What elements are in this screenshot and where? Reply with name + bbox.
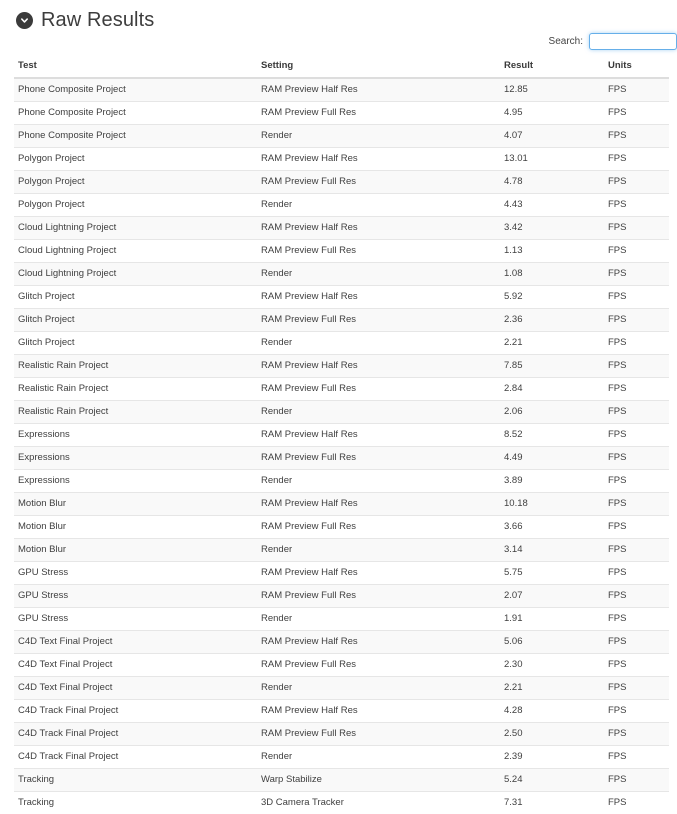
cell-test: C4D Track Final Project xyxy=(14,723,257,746)
cell-units: FPS xyxy=(604,700,669,723)
cell-result: 5.75 xyxy=(500,562,604,585)
table-row xyxy=(14,263,669,286)
table-row xyxy=(14,447,669,470)
cell-result: 2.07 xyxy=(500,585,604,608)
cell-setting: Render xyxy=(257,677,500,700)
table-row xyxy=(14,723,669,746)
cell-units: FPS xyxy=(604,125,669,148)
cell-units: FPS xyxy=(604,378,669,401)
cell-setting: RAM Preview Full Res xyxy=(257,171,500,194)
cell-test: Expressions xyxy=(14,424,257,447)
cell-setting: Render xyxy=(257,539,500,562)
cell-units: FPS xyxy=(604,355,669,378)
column-header-setting[interactable]: Setting xyxy=(257,57,500,78)
cell-units: FPS xyxy=(604,194,669,217)
search-input[interactable] xyxy=(589,33,677,50)
cell-setting: RAM Preview Half Res xyxy=(257,355,500,378)
cell-test: GPU Stress xyxy=(14,608,257,631)
table-row xyxy=(14,355,669,378)
cell-units: FPS xyxy=(604,746,669,769)
cell-setting: RAM Preview Full Res xyxy=(257,102,500,125)
cell-setting: RAM Preview Full Res xyxy=(257,240,500,263)
cell-result: 2.21 xyxy=(500,677,604,700)
cell-test: Realistic Rain Project xyxy=(14,355,257,378)
table-row xyxy=(14,493,669,516)
cell-setting: Render xyxy=(257,194,500,217)
cell-setting: RAM Preview Half Res xyxy=(257,700,500,723)
table-row xyxy=(14,102,669,125)
cell-units: FPS xyxy=(604,654,669,677)
cell-setting: RAM Preview Full Res xyxy=(257,447,500,470)
cell-result: 1.08 xyxy=(500,263,604,286)
table-row xyxy=(14,424,669,447)
cell-units: FPS xyxy=(604,286,669,309)
cell-test: Polygon Project xyxy=(14,194,257,217)
cell-setting: RAM Preview Half Res xyxy=(257,217,500,240)
cell-test: Phone Composite Project xyxy=(14,125,257,148)
cell-units: FPS xyxy=(604,631,669,654)
cell-units: FPS xyxy=(604,78,669,102)
table-row xyxy=(14,240,669,263)
chevron-down-circle-icon[interactable] xyxy=(16,12,33,29)
table-row xyxy=(14,171,669,194)
cell-result: 5.24 xyxy=(500,769,604,792)
table-row xyxy=(14,746,669,769)
cell-units: FPS xyxy=(604,148,669,171)
results-table-container xyxy=(14,57,669,814)
cell-setting: Render xyxy=(257,332,500,355)
cell-setting: RAM Preview Half Res xyxy=(257,424,500,447)
cell-test: Realistic Rain Project xyxy=(14,378,257,401)
cell-test: Motion Blur xyxy=(14,539,257,562)
table-row xyxy=(14,585,669,608)
table-row xyxy=(14,78,669,102)
cell-result: 5.92 xyxy=(500,286,604,309)
cell-units: FPS xyxy=(604,516,669,539)
table-row xyxy=(14,332,669,355)
table-row xyxy=(14,539,669,562)
cell-setting: RAM Preview Full Res xyxy=(257,309,500,332)
table-row xyxy=(14,217,669,240)
table-row xyxy=(14,309,669,332)
cell-result: 13.01 xyxy=(500,148,604,171)
cell-setting: Render xyxy=(257,125,500,148)
table-row xyxy=(14,470,669,493)
cell-result: 4.28 xyxy=(500,700,604,723)
cell-setting: Render xyxy=(257,263,500,286)
cell-test: Polygon Project xyxy=(14,171,257,194)
table-row xyxy=(14,194,669,217)
cell-result: 8.52 xyxy=(500,424,604,447)
column-header-test[interactable]: Test xyxy=(14,57,257,78)
cell-test: C4D Track Final Project xyxy=(14,700,257,723)
cell-result: 4.95 xyxy=(500,102,604,125)
cell-result: 2.50 xyxy=(500,723,604,746)
cell-setting: RAM Preview Half Res xyxy=(257,631,500,654)
table-header xyxy=(14,57,669,78)
cell-test: Tracking xyxy=(14,792,257,814)
cell-result: 12.85 xyxy=(500,78,604,102)
cell-units: FPS xyxy=(604,470,669,493)
cell-result: 3.14 xyxy=(500,539,604,562)
table-row xyxy=(14,631,669,654)
table-row xyxy=(14,148,669,171)
cell-result: 2.06 xyxy=(500,401,604,424)
section-header xyxy=(0,0,669,34)
cell-units: FPS xyxy=(604,677,669,700)
cell-setting: RAM Preview Full Res xyxy=(257,585,500,608)
cell-units: FPS xyxy=(604,102,669,125)
cell-setting: Warp Stabilize xyxy=(257,769,500,792)
search-bar xyxy=(549,33,669,50)
cell-units: FPS xyxy=(604,493,669,516)
cell-setting: RAM Preview Full Res xyxy=(257,516,500,539)
cell-test: Phone Composite Project xyxy=(14,78,257,102)
cell-test: Expressions xyxy=(14,447,257,470)
cell-result: 7.85 xyxy=(500,355,604,378)
cell-units: FPS xyxy=(604,562,669,585)
page-title: Raw Results xyxy=(41,9,154,31)
column-header-units[interactable]: Units xyxy=(604,57,669,78)
cell-result: 2.21 xyxy=(500,332,604,355)
cell-test: Cloud Lightning Project xyxy=(14,240,257,263)
cell-test: C4D Text Final Project xyxy=(14,631,257,654)
table-row xyxy=(14,125,669,148)
cell-result: 4.43 xyxy=(500,194,604,217)
cell-setting: Render xyxy=(257,608,500,631)
cell-units: FPS xyxy=(604,424,669,447)
table-row xyxy=(14,562,669,585)
cell-test: C4D Text Final Project xyxy=(14,654,257,677)
cell-result: 2.84 xyxy=(500,378,604,401)
cell-test: Motion Blur xyxy=(14,516,257,539)
cell-test: Cloud Lightning Project xyxy=(14,263,257,286)
cell-test: Expressions xyxy=(14,470,257,493)
cell-units: FPS xyxy=(604,309,669,332)
cell-setting: 3D Camera Tracker xyxy=(257,792,500,814)
cell-units: FPS xyxy=(604,769,669,792)
cell-result: 4.49 xyxy=(500,447,604,470)
cell-setting: Render xyxy=(257,470,500,493)
table-body xyxy=(14,78,669,814)
cell-units: FPS xyxy=(604,447,669,470)
table-row xyxy=(14,654,669,677)
cell-result: 3.89 xyxy=(500,470,604,493)
cell-result: 2.39 xyxy=(500,746,604,769)
table-row xyxy=(14,700,669,723)
cell-setting: Render xyxy=(257,746,500,769)
cell-result: 5.06 xyxy=(500,631,604,654)
cell-setting: Render xyxy=(257,401,500,424)
cell-units: FPS xyxy=(604,608,669,631)
cell-units: FPS xyxy=(604,240,669,263)
cell-setting: RAM Preview Half Res xyxy=(257,493,500,516)
cell-units: FPS xyxy=(604,723,669,746)
cell-units: FPS xyxy=(604,401,669,424)
cell-units: FPS xyxy=(604,171,669,194)
table-row xyxy=(14,378,669,401)
cell-setting: RAM Preview Full Res xyxy=(257,654,500,677)
table-row xyxy=(14,516,669,539)
cell-setting: RAM Preview Half Res xyxy=(257,78,500,102)
cell-units: FPS xyxy=(604,792,669,814)
table-row xyxy=(14,769,669,792)
cell-result: 2.30 xyxy=(500,654,604,677)
cell-test: Realistic Rain Project xyxy=(14,401,257,424)
cell-setting: RAM Preview Half Res xyxy=(257,148,500,171)
cell-units: FPS xyxy=(604,217,669,240)
cell-test: C4D Text Final Project xyxy=(14,677,257,700)
table-row xyxy=(14,401,669,424)
cell-test: Motion Blur xyxy=(14,493,257,516)
cell-setting: RAM Preview Half Res xyxy=(257,286,500,309)
cell-test: Tracking xyxy=(14,769,257,792)
cell-result: 4.07 xyxy=(500,125,604,148)
table-row xyxy=(14,792,669,814)
cell-test: Cloud Lightning Project xyxy=(14,217,257,240)
cell-units: FPS xyxy=(604,332,669,355)
cell-units: FPS xyxy=(604,263,669,286)
cell-result: 4.78 xyxy=(500,171,604,194)
cell-result: 1.91 xyxy=(500,608,604,631)
cell-units: FPS xyxy=(604,585,669,608)
cell-result: 1.13 xyxy=(500,240,604,263)
cell-units: FPS xyxy=(604,539,669,562)
cell-result: 7.31 xyxy=(500,792,604,814)
cell-setting: RAM Preview Full Res xyxy=(257,723,500,746)
results-table xyxy=(14,57,669,814)
cell-test: GPU Stress xyxy=(14,585,257,608)
cell-test: Glitch Project xyxy=(14,309,257,332)
table-header-row xyxy=(14,57,669,78)
cell-result: 10.18 xyxy=(500,493,604,516)
column-header-result[interactable]: Result xyxy=(500,57,604,78)
table-row xyxy=(14,677,669,700)
cell-test: GPU Stress xyxy=(14,562,257,585)
cell-test: Glitch Project xyxy=(14,286,257,309)
cell-test: Glitch Project xyxy=(14,332,257,355)
cell-result: 3.42 xyxy=(500,217,604,240)
table-row xyxy=(14,608,669,631)
cell-test: C4D Track Final Project xyxy=(14,746,257,769)
cell-result: 3.66 xyxy=(500,516,604,539)
cell-setting: RAM Preview Full Res xyxy=(257,378,500,401)
cell-result: 2.36 xyxy=(500,309,604,332)
cell-test: Polygon Project xyxy=(14,148,257,171)
cell-setting: RAM Preview Half Res xyxy=(257,562,500,585)
table-row xyxy=(14,286,669,309)
search-label: Search: xyxy=(549,36,583,47)
cell-test: Phone Composite Project xyxy=(14,102,257,125)
